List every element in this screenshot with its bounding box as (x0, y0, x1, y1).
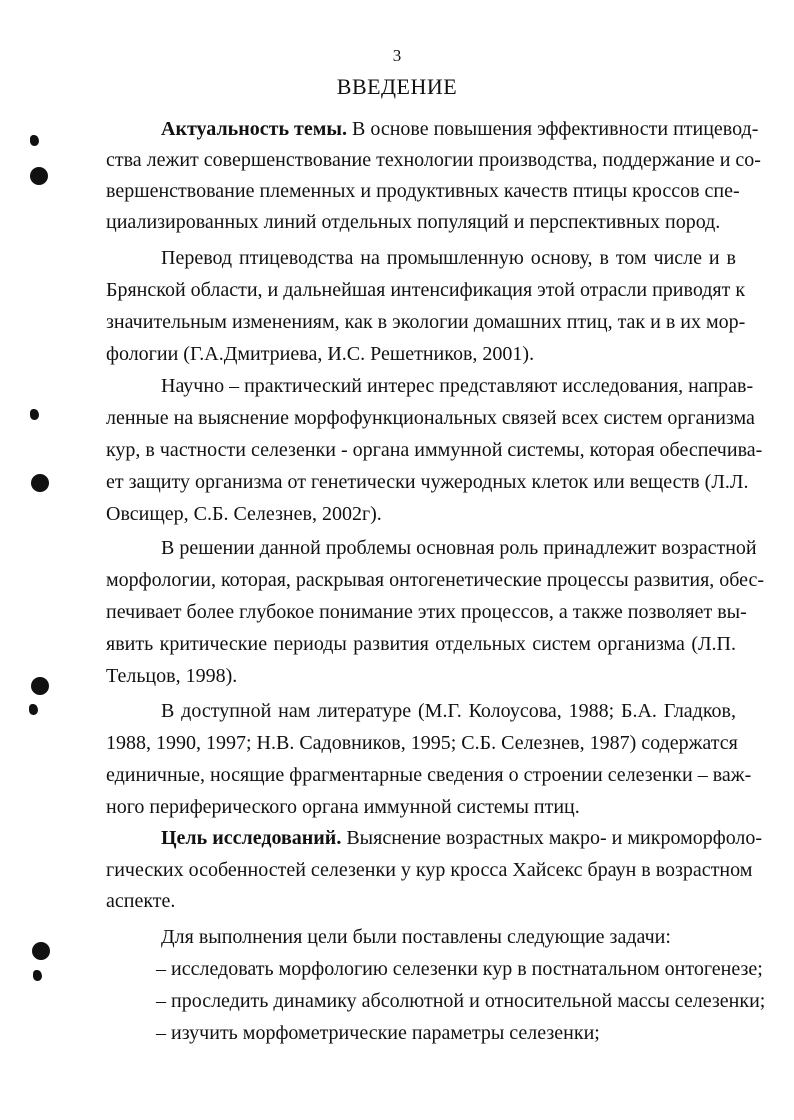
paragraph-line: значительным изменениям, как в экологии домашних птиц, так и в их мор- (106, 311, 746, 333)
page-number: 3 (392, 46, 402, 65)
paragraph-line: ет защиту организма от генетически чужеродных клеток или веществ (Л.Л. (106, 471, 749, 493)
binding-hole (31, 474, 49, 492)
margin-mark (30, 409, 39, 420)
paragraph-line: печивает более глубокое понимание этих процессов, а также позволяет вы- (106, 601, 747, 623)
paragraph-line: фологии (Г.А.Дмитриева, И.С. Решетников, 2001). (106, 343, 535, 365)
paragraph-line: 1988, 1990, 1997; Н.В. Садовников, 1995; С.Б. Селезнев, 1987) содержатся (106, 732, 738, 754)
paragraph-line: Актуальность темы. В основе повышения эффективности птицевод- (161, 118, 759, 140)
paragraph-line: гических особенностей селезенки у кур кросса Хайсекс браун в возрастном (106, 859, 753, 881)
paragraph-line: В решении данной проблемы основная роль принадлежит возрастной (161, 537, 757, 559)
margin-mark (30, 135, 39, 146)
binding-hole (32, 942, 50, 960)
paragraph-line: морфологии, которая, раскрывая онтогенетические процессы развития, обес- (106, 569, 765, 591)
list-item: – изучить морфометрические параметры селезенки; (156, 1022, 600, 1044)
paragraph-line: циализированных линий отдельных популяций и перспективных пород. (106, 211, 721, 233)
list-item: – исследовать морфологию селезенки кур в постнатальном онтогенезе; (156, 958, 763, 980)
paragraph-line: Овсищер, С.Б. Селезнев, 2002г). (106, 503, 382, 525)
section-heading: Цель исследований. (161, 827, 342, 849)
paragraph-line: В доступной нам литературе (М.Г. Колоусова, 1988; Б.А. Гладков, (161, 700, 736, 722)
section-heading: Актуальность темы. (161, 118, 347, 140)
binding-hole (31, 677, 49, 695)
page-title: ВВЕДЕНИЕ (336, 74, 458, 99)
paragraph-line: явить критические периоды развития отдельных систем организма (Л.П. (106, 633, 736, 655)
paragraph-line: ленные на выяснение морфофункциональных связей всех систем организма (106, 407, 755, 429)
paragraph-line: ства лежит совершенствование технологии производства, поддержание и со- (106, 149, 761, 171)
binding-hole (30, 167, 48, 185)
paragraph-line: Брянской области, и дальнейшая интенсификация этой отрасли приводят к (106, 279, 746, 301)
paragraph-line: Для выполнения цели были поставлены следующие задачи: (161, 926, 671, 948)
paragraph-line: Перевод птицеводства на промышленную основу, в том числе и в (161, 247, 736, 269)
paragraph-line: Научно – практический интерес представляют исследования, направ- (161, 375, 754, 397)
paragraph-line: вершенствование племенных и продуктивных качеств птицы кроссов спе- (106, 180, 740, 202)
margin-mark (33, 970, 42, 981)
list-item: – проследить динамику абсолютной и относительной массы селезенки; (156, 990, 766, 1012)
paragraph-line: аспекте. (106, 890, 176, 912)
paragraph-line: Цель исследований. Выяснение возрастных макро- и микроморфоло- (161, 827, 763, 849)
paragraph-line: кур, в частности селезенки - органа иммунной системы, которая обеспечива- (106, 439, 763, 461)
margin-mark (29, 704, 38, 715)
paragraph-line: ного периферического органа иммунной системы птиц. (106, 796, 580, 818)
paragraph-line: Тельцов, 1998). (106, 665, 238, 687)
paragraph-line: единичные, носящие фрагментарные сведения о строении селезенки – важ- (106, 764, 752, 786)
